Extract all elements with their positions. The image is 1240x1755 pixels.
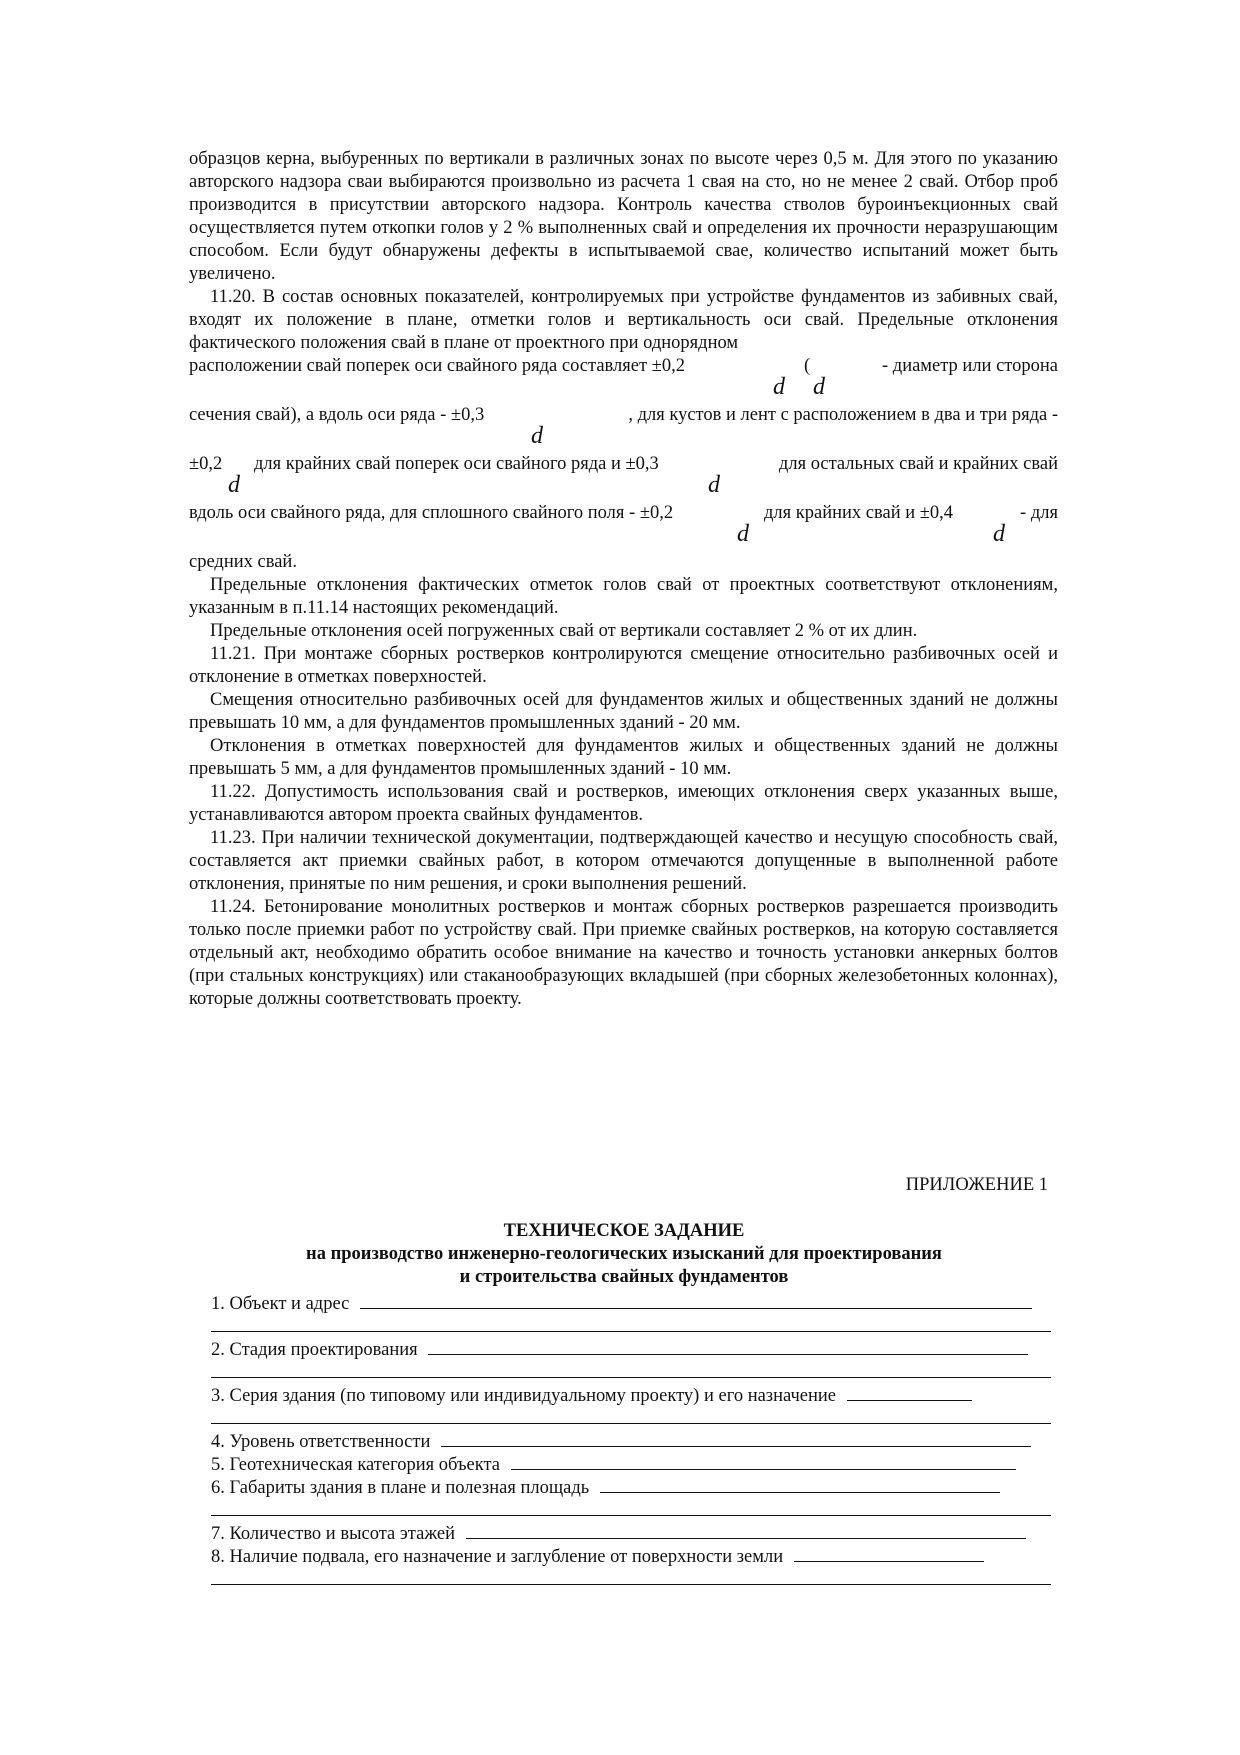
paragraph-11-24: 11.24. Бетонирование монолитных ростверков и монтаж сборных ростверков разрешается производить только после приемки работ по устройству свай. При приемке свайных ростверков, на которую составляется отдельный акт, необходимо обратить особое внимание на качество и точность установки анкерных болтов (при стальных конструкциях) или стаканообразующих вкладышей (при сборных железобетонных колоннах), которые должны соответствовать проекту. <box>189 897 1058 1009</box>
formula-line-1 <box>189 355 1058 400</box>
fill-in-line[interactable] <box>360 1291 1032 1309</box>
form-item <box>211 1291 1051 1314</box>
fill-in-line[interactable] <box>511 1452 1016 1470</box>
paragraph-middle-piles: средних свай. <box>189 552 297 572</box>
form-item-continuation <box>211 1567 1051 1590</box>
form-item-continuation <box>211 1498 1051 1521</box>
paragraph-11-23: 11.23. При наличии технической документации, подтверждающей качество и несущую способность свай, составляется акт приемки свайных работ, в котором отмечаются допущенные в выполненной работе отклонения, принятые по ним решения, и сроки выполнения решений. <box>189 828 1058 894</box>
formula-line-3-tail: для остальных свай и крайних свай <box>778 454 1058 474</box>
paragraph-surface-marks: Отклонения в отметках поверхностей для фундаментов жилых и общественных зданий не должны превышать 5 мм, а для фундаментов промышленных зданий - 10 мм. <box>189 736 1058 779</box>
form-item <box>211 1521 1051 1544</box>
fill-in-line[interactable] <box>211 1498 1051 1516</box>
paragraph-axis-shift: Смещения относительно разбивочных осей для фундаментов жилых и общественных зданий не должны превышать 10 мм, а для фундаментов промышленных зданий - 20 мм. <box>189 690 1058 733</box>
fill-in-line[interactable] <box>211 1314 1051 1332</box>
d-symbol: d <box>773 374 785 400</box>
formula-line-2-text: сечения свай), а вдоль оси ряда - ±0,3 <box>189 405 485 425</box>
form-item-label: 8. Наличие подвала, его назначение и заглубление от поверхности земли <box>211 1547 784 1567</box>
appendix-label: ПРИЛОЖЕНИЕ 1 <box>905 1175 1048 1195</box>
form-item <box>211 1383 1051 1406</box>
formula-line-2-tail: , для кустов и лент с расположением в два и три ряда - <box>628 405 1058 425</box>
paragraph-kern-samples: образцов керна, выбуренных по вертикали в различных зонах по высоте через 0,5 м. Для этого по указанию авторского надзора сваи выбираются произвольно из расчета 1 свая на сто, но не менее 2 свай. Отбор проб производится в присутствии авторского надзора. Контроль качества стволов буроинъекционных свай осуществляется путем откопки голов у 2 % выполненных свай и определения их прочности неразрушающим способом. Если будут обнаружены дефекты в испытываемой свае, количество испытаний может быть увеличено. <box>189 149 1058 284</box>
paragraph-head-marks: Предельные отклонения фактических отметок голов свай от проектных соответствуют отклонениям, указанным в п.11.14 настоящих рекомендаций. <box>189 575 1058 618</box>
form-item-label: 4. Уровень ответственности <box>211 1432 431 1452</box>
form-item <box>211 1544 1051 1567</box>
fill-in-line[interactable] <box>211 1360 1051 1378</box>
fill-in-line[interactable] <box>211 1567 1051 1585</box>
fill-in-line[interactable] <box>428 1337 1028 1355</box>
paragraph-11-20: 11.20. В состав основных показателей, контролируемых при устройстве фундаментов из забивных свай, входят их положение в плане, отметки голов и вертикальность оси свай. Предельные отклонения фактического положения свай в плане от проектного при однорядном <box>189 287 1058 353</box>
paragraph-11-22: 11.22. Допустимость использования свай и ростверков, имеющих отклонения сверх указанных выше, устанавливаются автором проекта свайных фундаментов. <box>189 782 1058 825</box>
appendix-subtitle-2: и строительства свайных фундаментов <box>459 1267 789 1287</box>
d-symbol: d <box>993 521 1005 547</box>
formula-line-1-tail: - диаметр или сторона <box>882 356 1058 376</box>
fill-in-line[interactable] <box>466 1521 1026 1539</box>
fill-in-line[interactable] <box>211 1406 1051 1424</box>
formula-line-3-middle: для крайних свай поперек оси свайного ряда и ±0,3 <box>254 454 659 474</box>
formula-line-3 <box>189 453 1058 498</box>
paragraph-11-21: 11.21. При монтаже сборных ростверков контролируются смещение относительно разбивочных осей и отклонение в отметках поверхностей. <box>189 644 1058 687</box>
form-item-label: 6. Габариты здания в плане и полезная площадь <box>211 1478 590 1498</box>
form-item-continuation <box>211 1406 1051 1429</box>
form-item <box>211 1337 1051 1360</box>
d-symbol: d <box>813 374 825 400</box>
fill-in-line[interactable] <box>600 1475 1000 1493</box>
form-item-label: 5. Геотехническая категория объекта <box>211 1455 500 1475</box>
formula-line-4-middle: для крайних свай и ±0,4 <box>764 503 954 523</box>
d-symbol: d <box>531 423 543 449</box>
d-symbol: d <box>737 521 749 547</box>
fill-in-line[interactable] <box>794 1544 984 1562</box>
appendix-subtitle-1: на производство инженерно-геологических изысканий для проектирования <box>306 1244 942 1264</box>
formula-line-3-start: ±0,2 <box>189 454 223 474</box>
d-symbol: d <box>228 472 240 498</box>
form-item-label: 7. Количество и высота этажей <box>211 1524 455 1544</box>
d-symbol: d <box>708 472 720 498</box>
formula-line-4 <box>189 502 1058 547</box>
form-item <box>211 1429 1051 1452</box>
formula-line-4-tail: - для <box>1020 503 1058 523</box>
form-item-label: 2. Стадия проектирования <box>211 1340 418 1360</box>
form-item <box>211 1452 1051 1475</box>
formula-line-1-text: расположении свай поперек оси свайного ряда составляет ±0,2 <box>189 356 685 376</box>
formula-line-4-text: вдоль оси свайного ряда, для сплошного свайного поля - ±0,2 <box>189 503 674 523</box>
paragraph-vertical-deviation: Предельные отклонения осей погруженных свай от вертикали составляет 2 % от их длин. <box>210 621 918 641</box>
formula-line-2 <box>189 404 1058 449</box>
form-item-continuation <box>211 1360 1051 1383</box>
form-item-label: 1. Объект и адрес <box>211 1294 350 1314</box>
body-text <box>189 148 1058 1011</box>
formula-line-1-paren: ( <box>804 356 811 376</box>
fill-in-line[interactable] <box>847 1383 972 1401</box>
fill-in-line[interactable] <box>441 1429 1031 1447</box>
form-fields <box>211 1291 1051 1590</box>
appendix-title: ТЕХНИЧЕСКОЕ ЗАДАНИЕ <box>503 1221 745 1241</box>
form-item-label: 3. Серия здания (по типовому или индивидуальному проекту) и его назначение <box>211 1386 837 1406</box>
form-item <box>211 1475 1051 1498</box>
form-item-continuation <box>211 1314 1051 1337</box>
